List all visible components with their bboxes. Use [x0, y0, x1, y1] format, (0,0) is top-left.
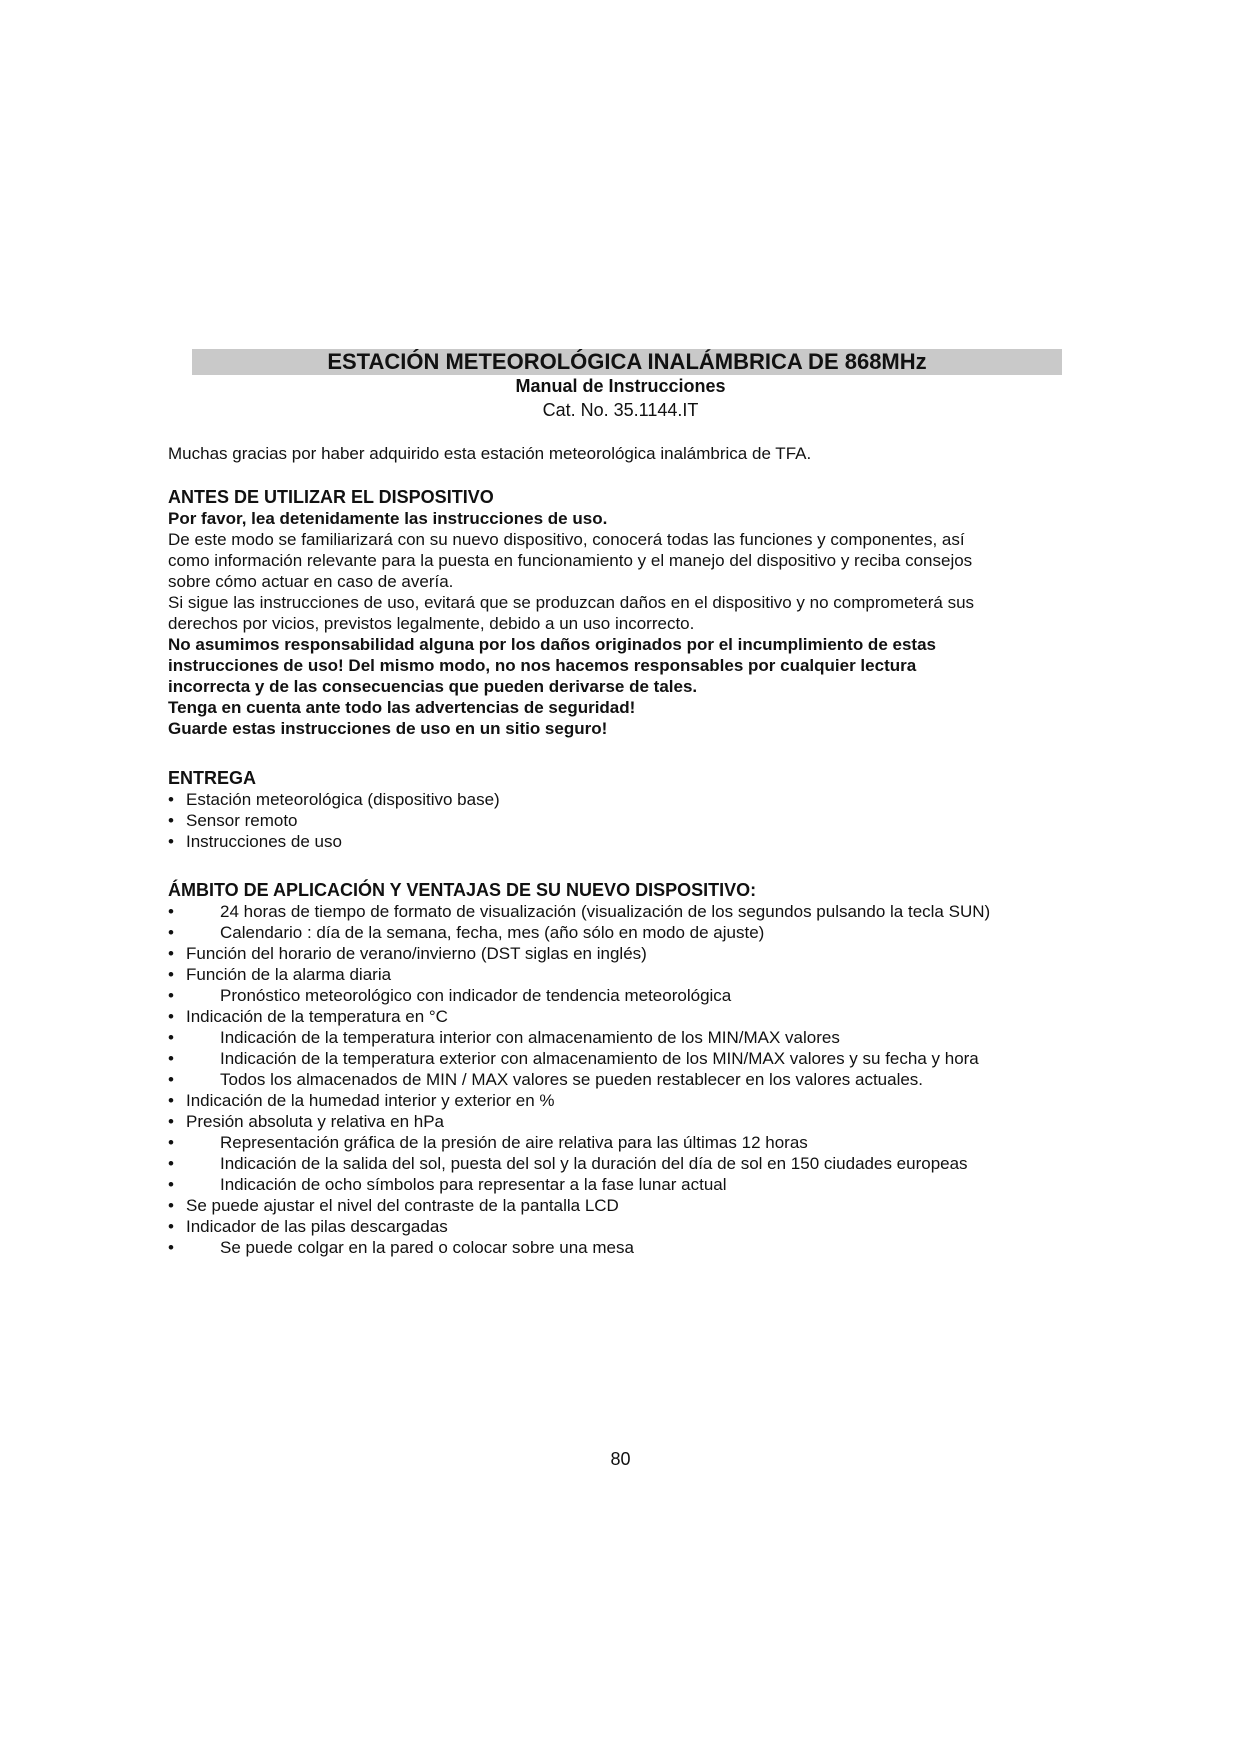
- list-item: • Se puede colgar en la pared o colocar sobre una mesa: [168, 1237, 1088, 1258]
- paragraph-line: De este modo se familiarizará con su nuevo dispositivo, conocerá todas las funciones y componentes, así: [168, 530, 965, 549]
- paragraph-line: derechos por vicios, previstos legalmente, debido a un uso incorrecto.: [168, 614, 695, 633]
- list-item: • Instrucciones de uso: [168, 831, 1088, 852]
- paragraph-line: Si sigue las instrucciones de uso, evitará que se produzcan daños en el dispositivo y no comprometerá sus: [168, 593, 975, 612]
- delivery-list: [168, 789, 1088, 852]
- list-item: • Pronóstico meteorológico con indicador de tendencia meteorológica: [168, 985, 1088, 1006]
- list-item: • Indicación de la humedad interior y exterior en %: [168, 1090, 1088, 1111]
- list-item: • Sensor remoto: [168, 810, 1088, 831]
- paragraph-line: sobre cómo actuar en caso de avería.: [168, 572, 454, 591]
- list-item: • Indicación de la temperatura interior con almacenamiento de los MIN/MAX valores: [168, 1027, 1088, 1048]
- document-title: ESTACIÓN METEOROLÓGICA INALÁMBRICA DE 868MHz: [192, 349, 1062, 375]
- page-number: 80: [610, 1449, 631, 1469]
- liability-warning-line: incorrecta y de las consecuencias que pueden derivarse de tales.: [168, 677, 698, 696]
- list-item: • Calendario : día de la semana, fecha, mes (año sólo en modo de ajuste): [168, 922, 1088, 943]
- liability-warning-line: instrucciones de uso! Del mismo modo, no nos hacemos responsables por cualquier lectura: [168, 656, 917, 675]
- list-item: • Indicador de las pilas descargadas: [168, 1216, 1088, 1237]
- list-item: • Función del horario de verano/invierno (DST siglas en inglés): [168, 943, 1088, 964]
- list-item: • Se puede ajustar el nivel del contraste de la pantalla LCD: [168, 1195, 1088, 1216]
- list-item: • Indicación de ocho símbolos para representar a la fase lunar actual: [168, 1174, 1088, 1195]
- list-item: • Estación meteorológica (dispositivo base): [168, 789, 1088, 810]
- document-subtitle: Manual de Instrucciones: [515, 376, 726, 396]
- intro-text: Muchas gracias por haber adquirido esta estación meteorológica inalámbrica de TFA.: [168, 444, 812, 463]
- keep-instructions-notice: Guarde estas instrucciones de uso en un sitio seguro!: [168, 719, 608, 738]
- paragraph-line: como información relevante para la puesta en funcionamiento y el manejo del dispositivo y reciba consejos: [168, 551, 973, 570]
- list-item: • Presión absoluta y relativa en hPa: [168, 1111, 1088, 1132]
- liability-warning-line: No asumimos responsabilidad alguna por los daños originados por el incumplimiento de estas: [168, 635, 936, 654]
- features-list: [168, 901, 1088, 1258]
- list-item: • Todos los almacenados de MIN / MAX valores se pueden restablecer en los valores actuales.: [168, 1069, 1088, 1090]
- catalog-number: Cat. No. 35.1144.IT: [542, 400, 699, 420]
- section-before-use: [168, 487, 1088, 739]
- list-item: • 24 horas de tiempo de formato de visualización (visualización de los segundos pulsando la tecla SUN): [168, 901, 1088, 922]
- section-scope: [168, 880, 1088, 1258]
- safety-notice: Tenga en cuenta ante todo las advertencias de seguridad!: [168, 698, 636, 717]
- list-item: • Función de la alarma diaria: [168, 964, 1088, 985]
- read-instructions-line: Por favor, lea detenidamente las instrucciones de uso.: [168, 509, 608, 528]
- list-item: • Indicación de la salida del sol, puesta del sol y la duración del día de sol en 150 ciudades europeas: [168, 1153, 1088, 1174]
- list-item: • Representación gráfica de la presión de aire relativa para las últimas 12 horas: [168, 1132, 1088, 1153]
- section-heading-scope: ÁMBITO DE APLICACIÓN Y VENTAJAS DE SU NUEVO DISPOSITIVO:: [168, 880, 757, 900]
- section-heading-delivery: ENTREGA: [168, 768, 257, 788]
- section-delivery: [168, 768, 1088, 852]
- list-item: • Indicación de la temperatura en °C: [168, 1006, 1088, 1027]
- list-item: • Indicación de la temperatura exterior con almacenamiento de los MIN/MAX valores y su fecha y hora: [168, 1048, 1088, 1069]
- section-heading-before-use: ANTES DE UTILIZAR EL DISPOSITIVO: [168, 487, 494, 507]
